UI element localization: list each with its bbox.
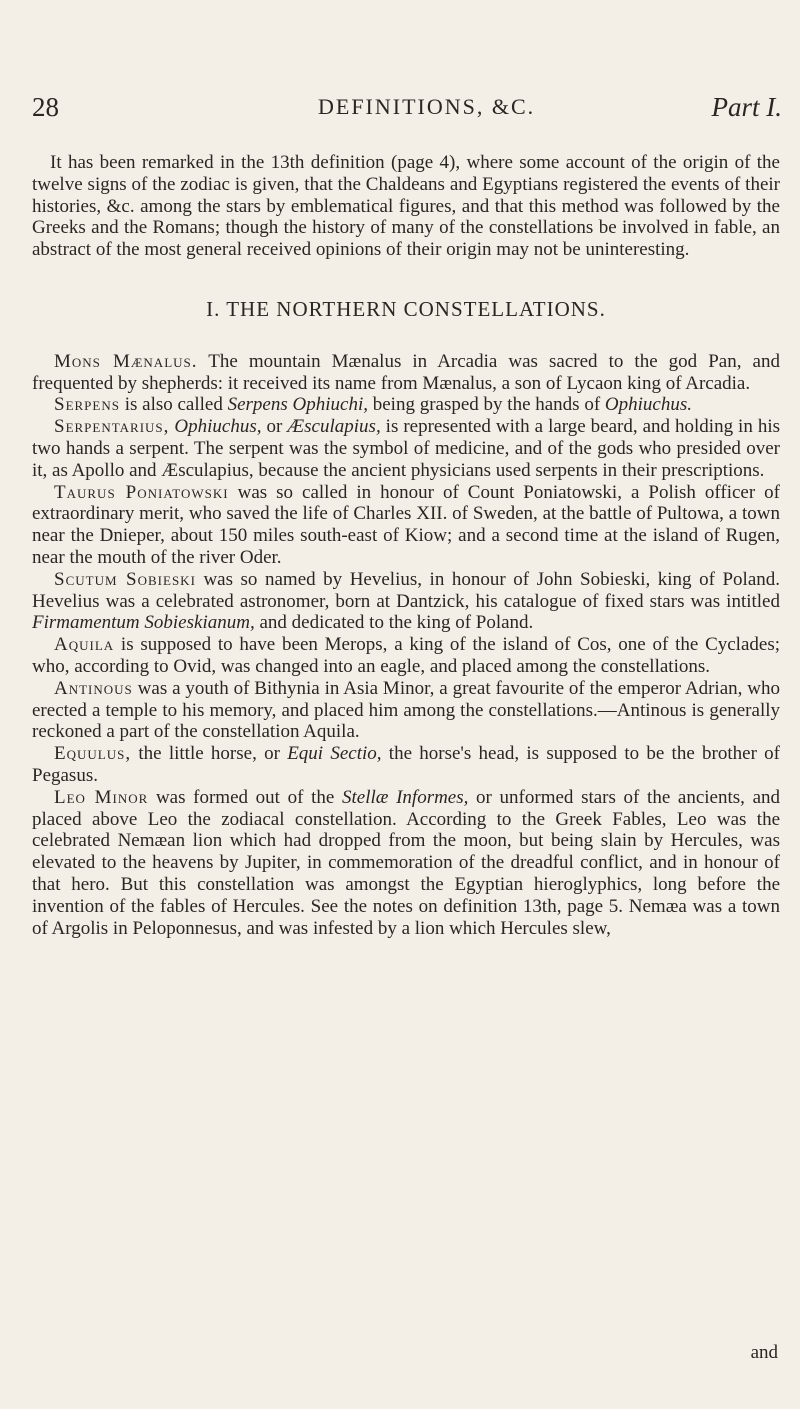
section-heading: I. THE NORTHERN CONSTELLATIONS. xyxy=(206,296,606,321)
entry-mons-maenalus xyxy=(32,351,780,395)
entry-term: Aquila xyxy=(54,634,115,656)
entry-italic: Stellæ Informes, xyxy=(341,786,469,808)
catchword: and xyxy=(750,1342,778,1363)
entry-text: The mountain Mænalus in Arcadia was sacred to the god Pan, and frequented by shepherds: it received its name from Mænalus, a son of Lycaon king of Arcadia. xyxy=(32,350,780,394)
entry-italic: Æsculapius, xyxy=(287,416,381,438)
running-header xyxy=(32,92,782,132)
intro-paragraph: It has been remarked in the 13th definition (page 4), where some account of the origin of the twelve signs of the zodiac is given, that the Chaldeans and Egyptians registered the events of their histories, &c. among the stars by emblematical figures, and that this method was followed by the Greeks and the Romans; though the history of many of the constellations be involved in fable, an abstract of the most general received opinions of their origin may not be uninteresting. xyxy=(32,152,780,261)
entry-italic: Firmamentum Sobieskianum, xyxy=(32,612,255,634)
entry-term: Scutum Sobieski xyxy=(54,568,196,590)
page-number: 28 xyxy=(32,92,59,122)
entry-term: Taurus Poniatowski xyxy=(54,481,229,503)
entry-term: Equulus, xyxy=(54,743,132,765)
entry-text: was formed out of the xyxy=(148,786,342,808)
entry-text: is also called xyxy=(119,394,228,416)
part-label: Part I. xyxy=(711,92,782,122)
entry-antinous xyxy=(32,678,780,743)
entry-text: or xyxy=(261,416,288,438)
entry-scutum-sobieski xyxy=(32,569,780,634)
entry-text: and dedicated to the king of Poland. xyxy=(254,612,534,634)
entry-text: was a youth of Bithynia in Asia Minor, a great favourite of the emperor Adrian, who erected a temple to his memory, and placed him among the constellations.—Antinous is generally reckoned a part of the constellation Aquila. xyxy=(32,677,780,743)
entry-text: is supposed to have been Merops, a king of the island of Cos, one of the Cyclades; who, according to Ovid, was changed into an eagle, and placed among the constellations. xyxy=(32,634,780,677)
entry-equulus xyxy=(32,743,780,787)
entry-term: Serpentarius, xyxy=(54,416,170,438)
entry-italic: Equi Sectio, xyxy=(287,743,382,765)
entry-term: Mons Mænalus. xyxy=(54,350,198,372)
entry-leo-minor xyxy=(32,787,780,940)
entry-text: the little horse, or xyxy=(131,743,288,765)
entry-aquila xyxy=(32,634,780,678)
entry-serpentarius xyxy=(32,416,780,481)
entry-term: Serpens xyxy=(54,394,120,416)
entry-text: is represented with a large beard, and holding in his two hands a serpent. The serpent was the symbol of medicine, and of the gods who presided over it, as Apollo and Æsculapius, because the ancient physicians used serpents in their prescriptions. xyxy=(32,416,780,481)
entry-serpens xyxy=(32,394,780,416)
entry-text: or unformed stars of the ancients, and placed above Leo the zodiacal constellation. According to the Greek Fables, Leo was the celebrated Nemæan lion which had dropped from the moon, but being slain by Hercules, was elevated to the heavens by Jupiter, in commemoration of the dreadful conflict, and in honour of that hero. But this constellation was amongst the Egyptian hieroglyphics, long before the invention of the fables of Hercules. See the notes on definition 13th, page 5. Nemæa was a town of Argolis in Peloponnesus, and was infested by a lion which Hercules slew, xyxy=(32,786,781,939)
entry-term: Leo Minor xyxy=(54,786,149,808)
entry-taurus-poniatowski xyxy=(32,482,780,569)
entry-text: the horse's head, is supposed to be the brother of Pegasus. xyxy=(32,743,780,786)
page-body xyxy=(32,152,780,939)
entry-italic: Ophiuchus. xyxy=(604,394,692,416)
entry-italic: Serpens Ophiuchi, xyxy=(227,394,368,416)
entry-text: was so named by Hevelius, in honour of John Sobieski, king of Poland. Hevelius was a celebrated astronomer, born at Dantzick, his catalogue of fixed stars was intitled xyxy=(32,568,780,612)
running-title: DEFINITIONS, &C. xyxy=(318,94,536,119)
entry-text: being grasped by the hands of xyxy=(367,394,605,416)
entry-term: Antinous xyxy=(54,677,133,699)
entry-italic: Ophiuchus, xyxy=(169,416,262,438)
entry-text: was so called in honour of Count Poniatowski, a Polish officer of extraordinary merit, who saved the life of Charles XII. of Sweden, at the battle of Pultowa, a town near the Dnieper, about 150 miles south-east of Kiow; and a second time at the island of Rugen, near the mouth of the river Oder. xyxy=(32,481,780,568)
